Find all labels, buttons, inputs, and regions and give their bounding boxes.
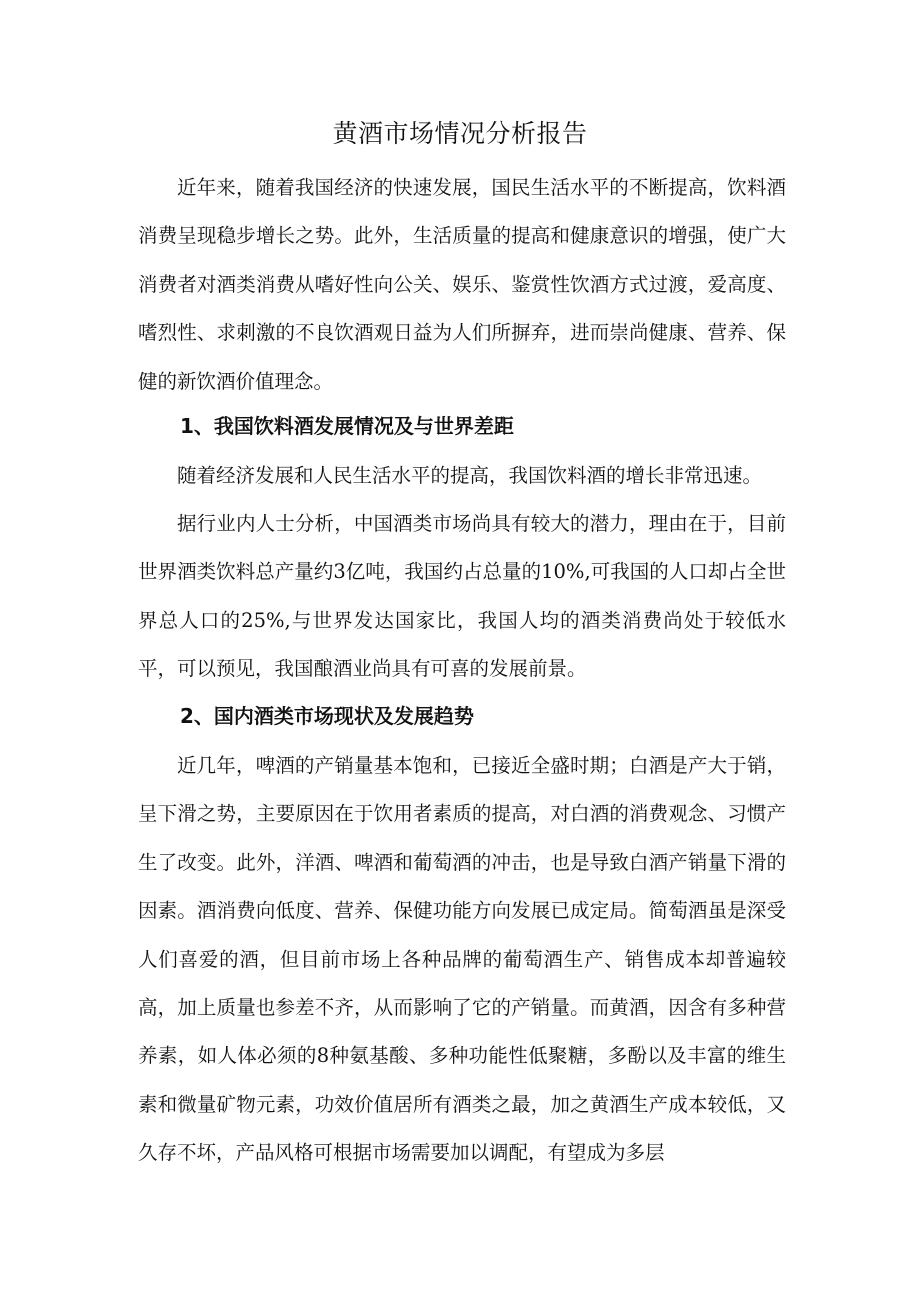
- section-1-heading: 1、我国饮料酒发展情况及与世界差距: [180, 414, 514, 438]
- section-1-paragraph-2: 据行业内人士分析，中国酒类市场尚具有较大的潜力，理由在于，目前世界酒类饮料总产量约3亿吨，我国约占总量的10%,可我国的人口却占全世界总人口的25%,与世界发达国家比，我国人均的酒类消费尚处于较低水平，可以预见，我国酿酒业尚具有可喜的发展前景。: [138, 512, 786, 681]
- intro-paragraph: 近年来，随着我国经济的快速发展，国民生活水平的不断提高，饮料酒消费呈现稳步增长之势。此外，生活质量的提高和健康意识的增强，使广大消费者对酒类消费从嗜好性向公关、娱乐、鉴赏性饮酒方式过渡，爱高度、嗜烈性、求刺激的不良饮酒观日益为人们所摒弃，进而崇尚健康、营养、保健的新饮酒价值理念。: [138, 176, 786, 393]
- section-2-paragraph-1: 近几年，啤酒的产销量基本饱和，已接近全盛时期；白酒是产大于销，呈下滑之势，主要原因在于饮用者素质的提高，对白酒的消费观念、习惯产生了改变。此外，洋酒、啤酒和葡萄酒的冲击，也是导致白酒产销量下滑的因素。酒消费向低度、营养、保健功能方向发展已成定局。简萄酒虽是深受人们喜爱的酒，但目前市场上各种品牌的葡萄酒生产、销售成本却普遍较高，加上质量也参差不齐，从而影响了它的产销量。而黄酒，因含有多种营养素，如人体必须的8种氨基酸、多种功能性低聚糖，多酚以及丰富的维生素和微量矿物元素，功效价值居所有酒类之最，加之黄酒生产成本较低，又久存不坏，产品风格可根据市场需要加以调配，有望成为多层: [138, 754, 786, 1165]
- document-title: 黄酒市场情况分析报告: [332, 119, 588, 148]
- section-1-paragraph-1: 随着经济发展和人民生活水平的提高，我国饮料酒的增长非常迅速。: [177, 464, 763, 487]
- section-2-heading: 2、国内酒类市场现状及发展趋势: [180, 704, 474, 728]
